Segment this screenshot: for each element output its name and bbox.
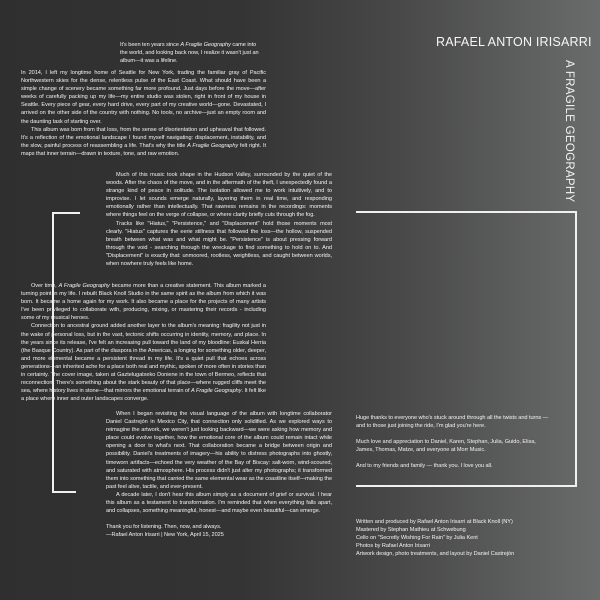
p2-text-end: felt right. It maps that inner terrain—drawn in texture, tone, and raw emotion. [21,142,267,157]
frame-right-vertical [575,211,577,487]
p6-text: Connection to ancestral ground added another layer to the album's meaning: fragility not just in the wake of personal loss, but in the vast, tectonic shifts occurring in identity, memory, and place. In the years since its release, I've felt an increasing pull toward the land of my bloodline: Euskal Herria (the Basque Country). As part of the diaspora in the Americas, a longing for something older, deeper, and more elemental became a persistent thread in my life. It's a quiet pull that echoes across generations—an inherited ache for a place both real and mythic, spoken of more often in stories than in certainty. The cover image, taken at Gaztelugatxeko Doniene in the town of Bermeo, reflects that reconnection. There's something about the stark beauty of that place—where rugged cliffs meet the sea, where history lives in stone—that mirrors the emotional terrain of [21,323,266,395]
album-title-italic: A Fragile Geography [191,388,242,395]
credit-line: Cello on "Secretly Wishing For Rain" by Julia Kent [356,535,478,542]
paragraph-3: Much of this music took shape in the Hudson Valley, surrounded by the quiet of the woods. After the chaos of the move, and in the aftermath of the theft, I unexpectedly found a strange kind of peace in solitude. The isolation allowed me to work intuitively, and to improvise. I let sounds emerge naturally, layering them in real time, and responding emotionally rather than intellectually. That rawness remains in the recordings: moments where things feel on the verge of collapse, or where clarity briefly cuts through the fog. [106,172,332,219]
credit-line: Photos by Rafael Anton Irisarri [356,543,431,550]
credit-line: Mastered by Stephan Mathieu at Schwebung [356,527,466,534]
liner-intro [120,41,265,65]
liner-section-3 [21,282,266,403]
album-title-italic: A Fragile Geography [187,142,239,149]
paragraph-1: In 2014, I left my longtime home of Seattle for New York, trading the familiar gray of Pacific Northwestern skies for the dense, relentless pulse of the East Coast. What should have been a simple change of scenery became something far more profound. Just days before the move—after weeks of carefully packing up my life—my entire studio was stolen, right in front of my house in Seattle. Every piece of gear, every hard drive, every part of my creative world—gone. Devastated, I arrived on the other side of the country with nothing. No tools, no archive—just an empty room and the daunting task of starting over. [21,70,266,125]
album-title-italic: A Fragile Geography [58,283,110,289]
frame-right-top [356,211,576,213]
credit-line: Written and produced by Rafael Anton Irisarri at Black Knoll (NY) [356,519,513,525]
paragraph-2 [21,126,266,158]
credit-line: Artwork design, photo treatments, and layout by Daniel Castrejón [356,551,515,558]
album-title-italic: A Fragile Geography [180,42,231,48]
intro-text: It's been ten years since [120,42,181,48]
frame-left-bottom-arm [52,491,76,493]
paragraph-5 [21,282,266,322]
thanks-section [356,414,552,470]
liner-section-4 [106,410,332,539]
paragraph-8: A decade later, I don't hear this album simply as a document of grief or survival. I hear this album as a testament to transformation. I'm reminded that when everything falls apart, and collapses, something meaningful, honest—and maybe even beautiful—can emerge. [106,491,332,515]
credits-section [356,518,586,558]
album-title-vertical: A FRAGILE GEOGRAPHY [563,60,575,203]
p5-text-end: became more than a creative statement. This album marked a turning point in my life. I rebuilt Black Knoll Studio in the same spirit as the album from which it was born. It became a home again for my work. It also became a place for the projects of many artists I've been privileged to collaborate with, producing, mixing, or mastering their records - including some of my musical heroes. [21,283,266,322]
paragraph-7: When I began revisiting the visual language of the album with longtime collaborator Daniel Castrejón in Mexico City, that connection only solidified. As we explored ways to reimagine the artwork, we weren't just looking backward—we were asking how memory and place could evolve together, how the emotional core of the album could remain intact while opening a door to what's next. That collaboration became a bridge between origin and possibility. Daniel's treatments of imagery—his ability to distress photographs into ghostly, timeworn artifacts—echoed the very weather of the Bay of Biscay: salt-worn, wind-scoured, and saturated with atmosphere. His process didn't just alter my photographs; it transformed them into something that carried the same elemental wear as the coastline itself—making the past feel alive, tactile, and ever-present. [106,411,332,490]
thanks-line-3: And to my friends and family — thank you. I love you all. [356,463,493,470]
paragraph-4: Tracks like "Hiatus," "Persistence," and "Displacement" hold those moments most clearly. "Hiatus" captures the eerie stillness that followed the loss—the hollow, suspended breath between what was and what might be. "Persistence" is about pressing forward through the void - searching through the wreckage to find something to hold on to. And "Displacement" is exactly that: unmoored, rootless, weightless, and caught between worlds, when nowhere truly feels like home. [106,220,332,268]
liner-section-1 [21,69,266,158]
signoff-line-1: Thank you for listening. Then, now, and always. [106,524,222,531]
thanks-line-2: Much love and appreciation to Daniel, Karen, Stephan, Julia, Guido, Elisa, James, Thomas, Matze, and everyone at Morr Music. [356,439,536,454]
paragraph-6 [21,322,266,403]
intro-text-end: came into the world, and looking back now, I realize it wasn't just an album—it was a lifeline. [120,42,259,65]
frame-right-bottom [356,485,577,487]
p6-text-end: . It felt like a place where inner and outer landscapes converge. [21,388,266,403]
liner-section-2 [106,171,332,268]
frame-left-top-arm [52,212,80,214]
thanks-line-1: Huge thanks to everyone who's stuck around through all the twists and turns — and to those just joining the ride, I'm glad you're here. [356,415,549,430]
signoff-line-2: —Rafael Anton Irisarri | New York, April 15, 2025 [106,532,224,539]
p5-text: Over time, [31,283,59,289]
artist-name: RAFAEL ANTON IRISARRI [436,35,592,49]
p2-text: This album was born from that loss, from the sense of disorientation and upheaval that followed. It's a reflection of the emotional landscape I found myself navigating: displacement, instability, and the slow, painful process of reassembling a life. That's why the title [21,126,266,149]
